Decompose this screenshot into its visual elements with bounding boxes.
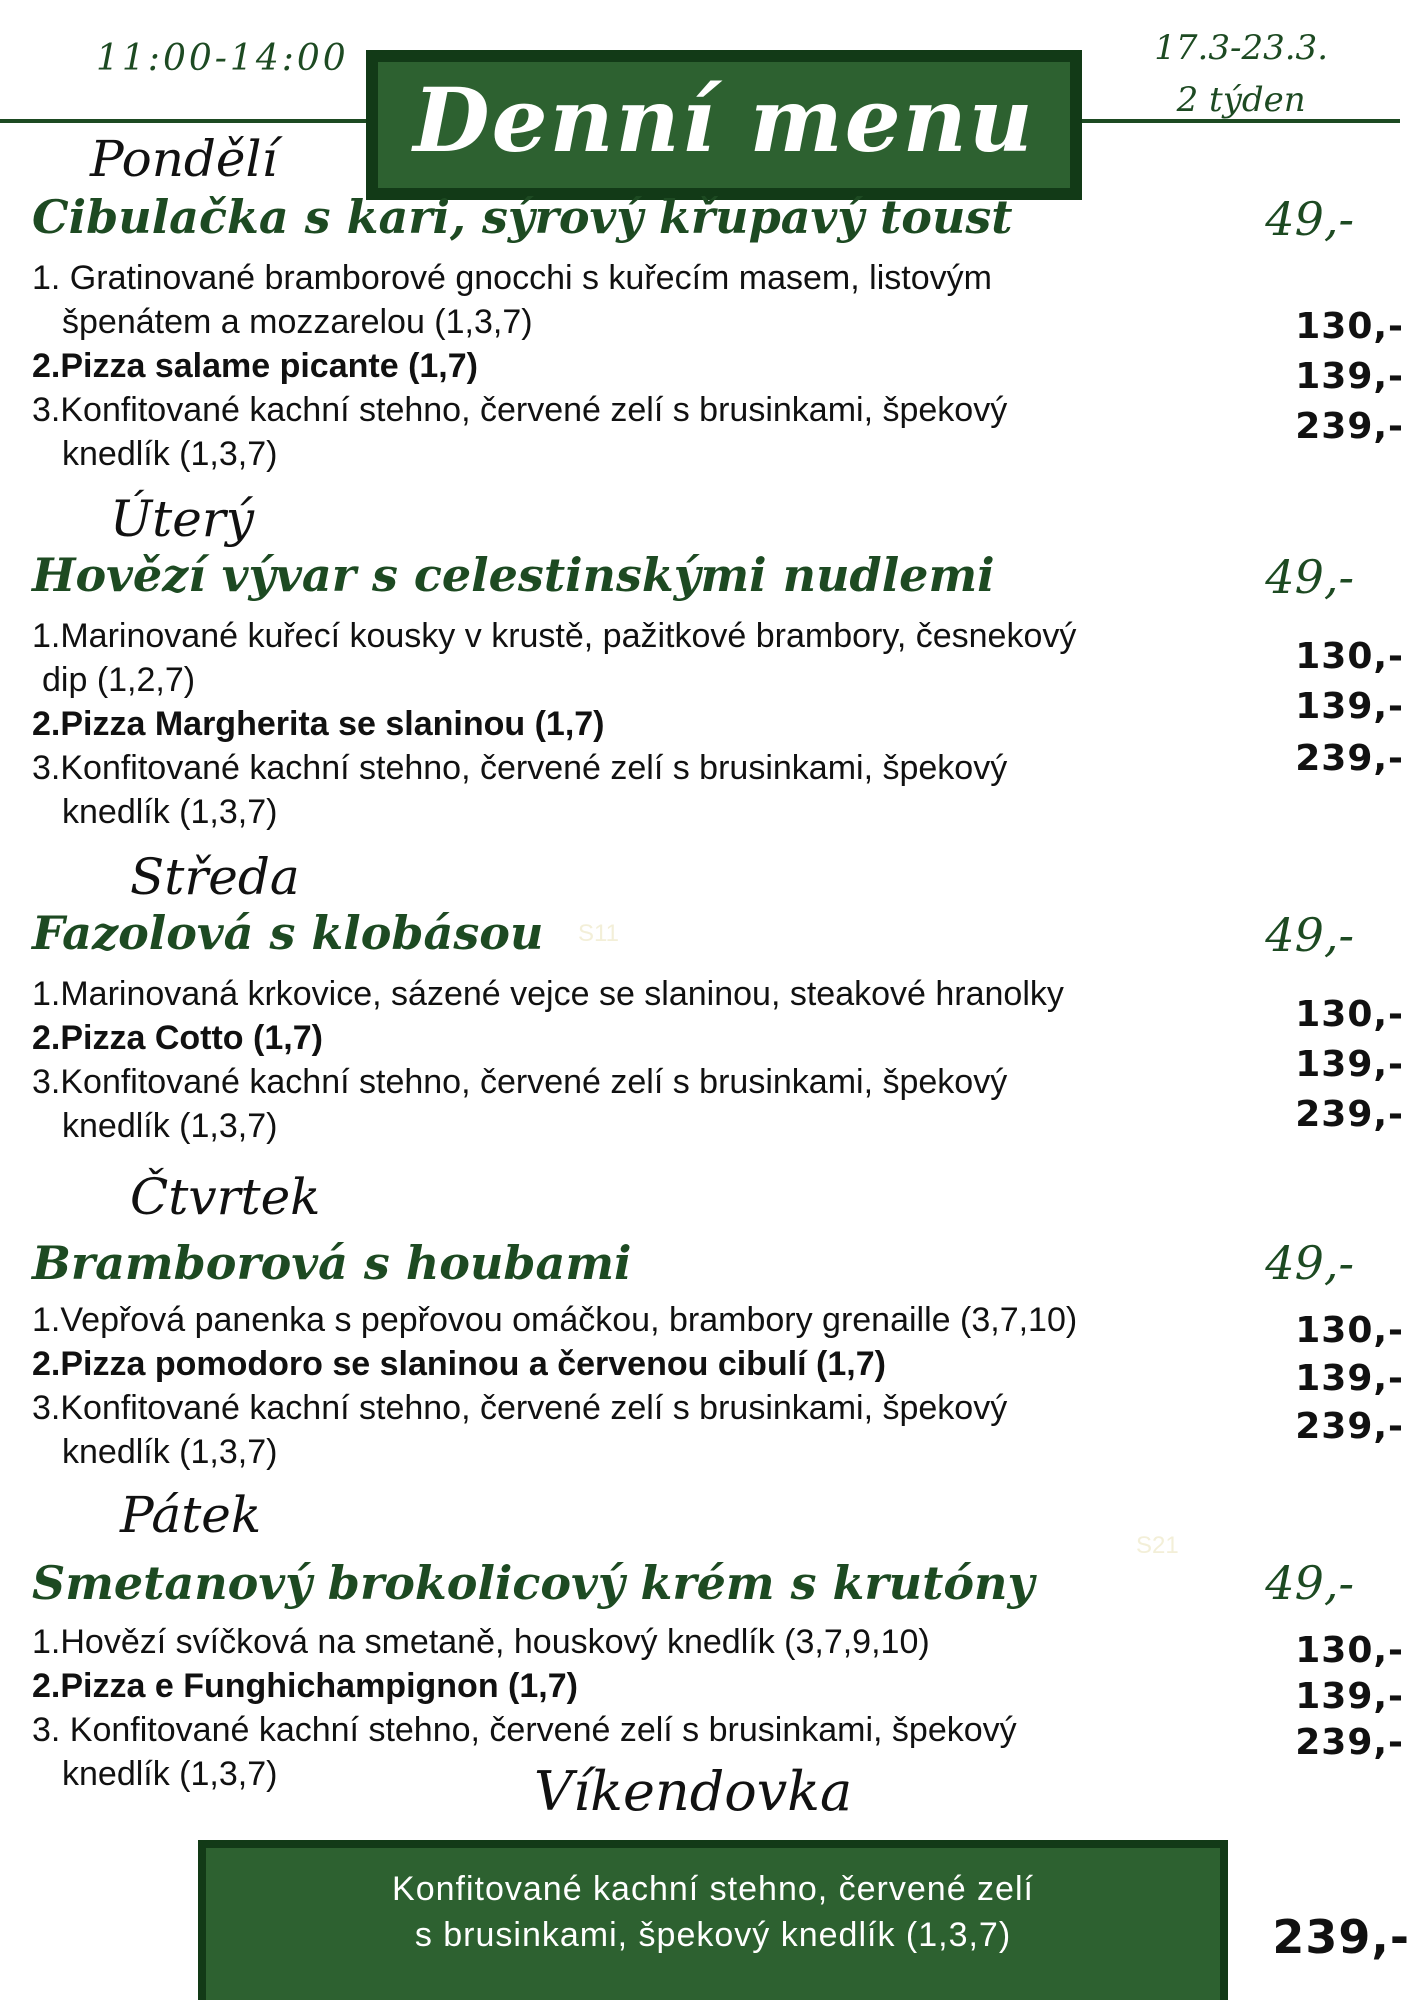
- item-text-cont: špenátem a mozzarelou (1,3,7): [62, 303, 533, 341]
- day-name: Pondělí: [90, 130, 278, 188]
- item-text-cont: knedlík (1,3,7): [62, 793, 278, 831]
- day-name: Středa: [130, 848, 300, 906]
- weekend-dish-line2: s brusinkami, špekový knedlík (1,3,7): [414, 1916, 1012, 1954]
- date-block: [1154, 22, 1328, 126]
- menu-item: 2.Pizza salame picante (1,7): [32, 347, 478, 385]
- page-title: Denní menu: [413, 68, 1035, 172]
- soup-title: Fazolová s klobásou: [32, 906, 544, 960]
- weekend-price: 239,-: [1272, 1910, 1410, 1964]
- day-name: Pátek: [120, 1486, 262, 1544]
- item-price: 139,-: [1295, 356, 1404, 397]
- item-price: 139,-: [1295, 1044, 1404, 1085]
- item-text-cont: knedlík (1,3,7): [62, 1755, 278, 1793]
- faint-mark: S21: [1136, 1532, 1179, 1559]
- title-banner: [366, 50, 1082, 200]
- item-text-cont: knedlík (1,3,7): [62, 1433, 278, 1471]
- item-text-cont: knedlík (1,3,7): [62, 435, 278, 473]
- menu-item: [32, 1386, 1272, 1474]
- item-text: 3.Konfitované kachní stehno, červené zelí s brusinkami, špekový: [32, 749, 1008, 787]
- item-text: 1.Marinované kuřecí kousky v krustě, pažitkové brambory, česnekový: [32, 617, 1077, 655]
- item-price: 239,-: [1295, 1406, 1404, 1447]
- faint-mark: S11: [578, 920, 619, 947]
- date-range: 17.3-23.3.: [1154, 28, 1328, 68]
- soup-price: 49,-: [1265, 908, 1354, 962]
- item-price: 130,-: [1295, 1630, 1404, 1671]
- item-text: 3. Konfitované kachní stehno, červené zelí s brusinkami, špekový: [32, 1711, 1017, 1749]
- item-text: 1. Gratinované bramborové gnocchi s kuřecím masem, listovým: [32, 259, 992, 297]
- menu-item: [32, 256, 1272, 344]
- item-price: 130,-: [1295, 306, 1404, 347]
- menu-item: 2.Pizza Margherita se slaninou (1,7): [32, 705, 605, 743]
- menu-item: 2.Pizza Cotto (1,7): [32, 1019, 323, 1057]
- item-text: 3.Konfitované kachní stehno, červené zelí s brusinkami, špekový: [32, 1389, 1008, 1427]
- soup-title: Cibulačka s kari, sýrový křupavý toust: [32, 190, 1013, 244]
- item-price: 139,-: [1295, 686, 1404, 727]
- item-text-cont: knedlík (1,3,7): [62, 1107, 278, 1145]
- day-name: Čtvrtek: [130, 1168, 321, 1226]
- opening-hours: 11:00-14:00: [96, 38, 349, 79]
- menu-item: 1.Marinovaná krkovice, sázené vejce se slaninou, steakové hranolky: [32, 975, 1064, 1013]
- menu-item: 2.Pizza e Funghichampignon (1,7): [32, 1667, 578, 1705]
- soup-title: Smetanový brokolicový krém s krutóny: [32, 1556, 1035, 1610]
- menu-item: [32, 746, 1272, 834]
- soup-price: 49,-: [1265, 1236, 1354, 1290]
- soup-title: Bramborová s houbami: [32, 1236, 632, 1290]
- weekend-banner: [198, 1840, 1228, 2000]
- soup-title: Hovězí vývar s celestinskými nudlemi: [32, 548, 995, 602]
- menu-item: [32, 1060, 1272, 1148]
- menu-item: [32, 388, 1272, 476]
- item-text-cont: dip (1,2,7): [42, 661, 196, 699]
- menu-item: 1.Vepřová panenka s pepřovou omáčkou, brambory grenaille (3,7,10): [32, 1301, 1078, 1339]
- menu-item: 2.Pizza pomodoro se slaninou a červenou cibulí (1,7): [32, 1345, 886, 1383]
- item-price: 239,-: [1295, 738, 1404, 779]
- week-label: 2 týden: [1176, 80, 1306, 120]
- item-text: 3.Konfitované kachní stehno, červené zelí s brusinkami, špekový: [32, 1063, 1008, 1101]
- item-price: 139,-: [1295, 1358, 1404, 1399]
- weekend-dish-line1: Konfitované kachní stehno, červené zelí: [392, 1870, 1034, 1908]
- item-text: 3.Konfitované kachní stehno, červené zelí s brusinkami, špekový: [32, 391, 1008, 429]
- item-price: 130,-: [1295, 1310, 1404, 1351]
- soup-price: 49,-: [1265, 550, 1354, 604]
- item-price: 139,-: [1295, 1676, 1404, 1717]
- soup-price: 49,-: [1265, 192, 1354, 246]
- item-price: 239,-: [1295, 1094, 1404, 1135]
- weekend-label: Víkendovka: [534, 1760, 853, 1823]
- day-name: Úterý: [110, 490, 254, 548]
- menu-item: [32, 614, 1272, 702]
- menu-item: 1.Hovězí svíčková na smetaně, houskový knedlík (3,7,9,10): [32, 1623, 930, 1661]
- item-price: 239,-: [1295, 406, 1404, 447]
- soup-price: 49,-: [1265, 1556, 1354, 1610]
- item-price: 130,-: [1295, 994, 1404, 1035]
- item-price: 239,-: [1295, 1722, 1404, 1763]
- item-price: 130,-: [1295, 636, 1404, 677]
